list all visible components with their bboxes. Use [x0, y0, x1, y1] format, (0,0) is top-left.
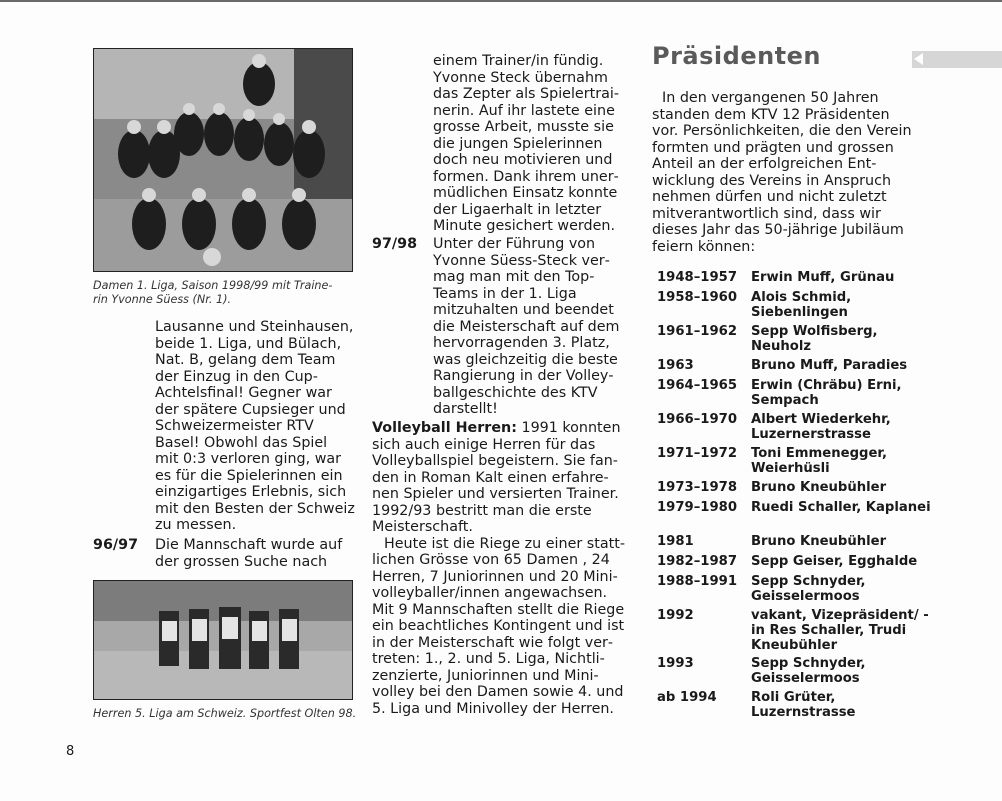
president-name: Alois Schmid, Siebenlingen: [751, 290, 852, 321]
section-title: Präsidenten: [652, 42, 822, 70]
president-name: Bruno Kneubühler: [751, 534, 887, 549]
paragraph: Die Mannschaft wurde auf der grossen Suche nach: [155, 537, 343, 570]
president-name: Sepp Schnyder, Geisselermoos: [751, 656, 866, 687]
tab-arrow-icon: [914, 53, 923, 65]
president-years: 1948–1957: [657, 270, 738, 285]
president-years: 1964–1965: [657, 378, 738, 393]
paragraph: Lausanne und Steinhausen, beide 1. Liga, und Bülach, Nat. B, gelang dem Team der Einzug in den Cup-Achtelsfinal! Gegner war der spätere Cupsieger und Schweizermeister RTV Basel! Obwohl das Spiel mit 0:3 verloren ging, war es für die Spielerinnen ein einzigartiges Erlebnis, sich mit den Besten der Schweiz zu messen.: [155, 319, 355, 533]
president-years: 1973–1978: [657, 480, 738, 495]
page-number: 8: [66, 744, 75, 759]
team-photo-herren: [93, 580, 353, 700]
president-years: 1958–1960: [657, 290, 738, 305]
president-years: 1981: [657, 534, 694, 549]
year-label-97-98: 97/98: [372, 236, 418, 252]
page-tab-bar: [912, 51, 1002, 68]
president-years: 1979–1980: [657, 500, 738, 515]
paragraph: Unter der Führung von Yvonne Süess-Steck vermag man mit den Top-Teams in der 1. Liga mitzuhalten und beendet die Meisterschaft auf dem hervorragenden 3. Platz, was gleichzeitig die beste Rangierung in der Volleyballgeschichte des KTV darstellt!: [433, 236, 620, 417]
column-2-year-text: [433, 236, 625, 418]
president-name: vakant, Vizepräsident/ -in Res Schaller, Trudi Kneubühler: [751, 608, 929, 654]
photo-caption-damen: [93, 279, 355, 307]
section-intro: [652, 90, 916, 255]
intro-paragraph: In den vergangenen 50 Jahren standen dem KTV 12 Präsidenten vor. Persönlichkeiten, die den Verein formten und prägten und grossen Anteil an der erfolgreichen Entwicklung des Vereins in Anspruch nehmen dürfen und nicht zuletzt mitverantwortlich sind, dass wir dieses Jahr das 50-jährige Jubiläum feiern können:: [652, 90, 912, 255]
president-years: ab 1994: [657, 690, 717, 705]
president-name: Ruedi Schaller, Kaplanei: [751, 500, 931, 515]
top-rule: [0, 0, 1002, 2]
president-name: Sepp Wolfisberg, Neuholz: [751, 324, 878, 355]
president-years: 1982–1987: [657, 554, 738, 569]
caption-line: Damen 1. Liga, Saison 1998/99 mit Traine-: [93, 279, 333, 292]
president-name: Erwin Muff, Grünau: [751, 270, 895, 285]
column-2-top: [433, 53, 625, 235]
paragraph: einem Trainer/in fündig. Yvonne Steck übernahm das Zepter als Spielertrainerin. Auf ihr lastete eine grosse Arbeit, musste sie die jungen Spielerinnen doch neu motivieren und formen. Dank ihrem unermüdlichen Einsatz konnte der Ligaerhalt in letzter Minute gesichert werden.: [433, 53, 619, 234]
year-label-96-97: 96/97: [93, 537, 139, 553]
president-name: Albert Wiederkehr, Luzernerstrasse: [751, 412, 891, 443]
president-name: Erwin (Chräbu) Erni, Sempach: [751, 378, 902, 409]
herren-heading: Volleyball Herren:: [372, 420, 517, 436]
president-years: 1961–1962: [657, 324, 738, 339]
president-years: 1988–1991: [657, 574, 738, 589]
photo-caption-herren: Herren 5. Liga am Schweiz. Sportfest Olten 98.: [93, 707, 357, 720]
column-2-bottom: [372, 420, 628, 717]
caption-line: rin Yvonne Süess (Nr. 1).: [93, 293, 232, 306]
president-name: Bruno Muff, Paradies: [751, 358, 908, 373]
president-name: Toni Emmenegger, Weierhüsli: [751, 446, 887, 477]
team-photo-damen: [93, 48, 353, 272]
president-years: 1971–1972: [657, 446, 738, 461]
president-years: 1966–1970: [657, 412, 738, 427]
president-years: 1993: [657, 656, 694, 671]
column-1-year-text: [155, 537, 355, 570]
president-name: Bruno Kneubühler: [751, 480, 887, 495]
column-1-text: [155, 319, 355, 534]
president-years: 1963: [657, 358, 694, 373]
herren-text: 1991 konnten sich auch einige Herren für das Volleyballspiel begeistern. Sie fanden in Roman Kalt einen erfahrenen Spieler und versierten Trainer. 1992/93 bestritt man die erste Meisterschaft.: [372, 420, 621, 535]
paragraph-today: Heute ist die Riege zu einer stattlichen Grösse von 65 Damen , 24 Herren, 7 Juniorinnen und 20 Minivolleyballer/innen angewachsen. Mit 9 Mannschaften stellt die Riege ein beachtliches Kontingent und ist in der Meisterschaft wie folgt vertreten: 1., 2. und 5. Liga, Nichtlizenzierte, Juniorinnen und Minivolley bei den Damen sowie 4. und 5. Liga und Minivolley der Herren.: [372, 535, 625, 717]
president-name: Sepp Geiser, Egghalde: [751, 554, 918, 569]
president-name: Roli Grüter, Luzernstrasse: [751, 690, 856, 721]
president-years: 1992: [657, 608, 694, 623]
president-name: Sepp Schnyder, Geisselermoos: [751, 574, 866, 605]
paragraph-herren: [372, 420, 628, 536]
